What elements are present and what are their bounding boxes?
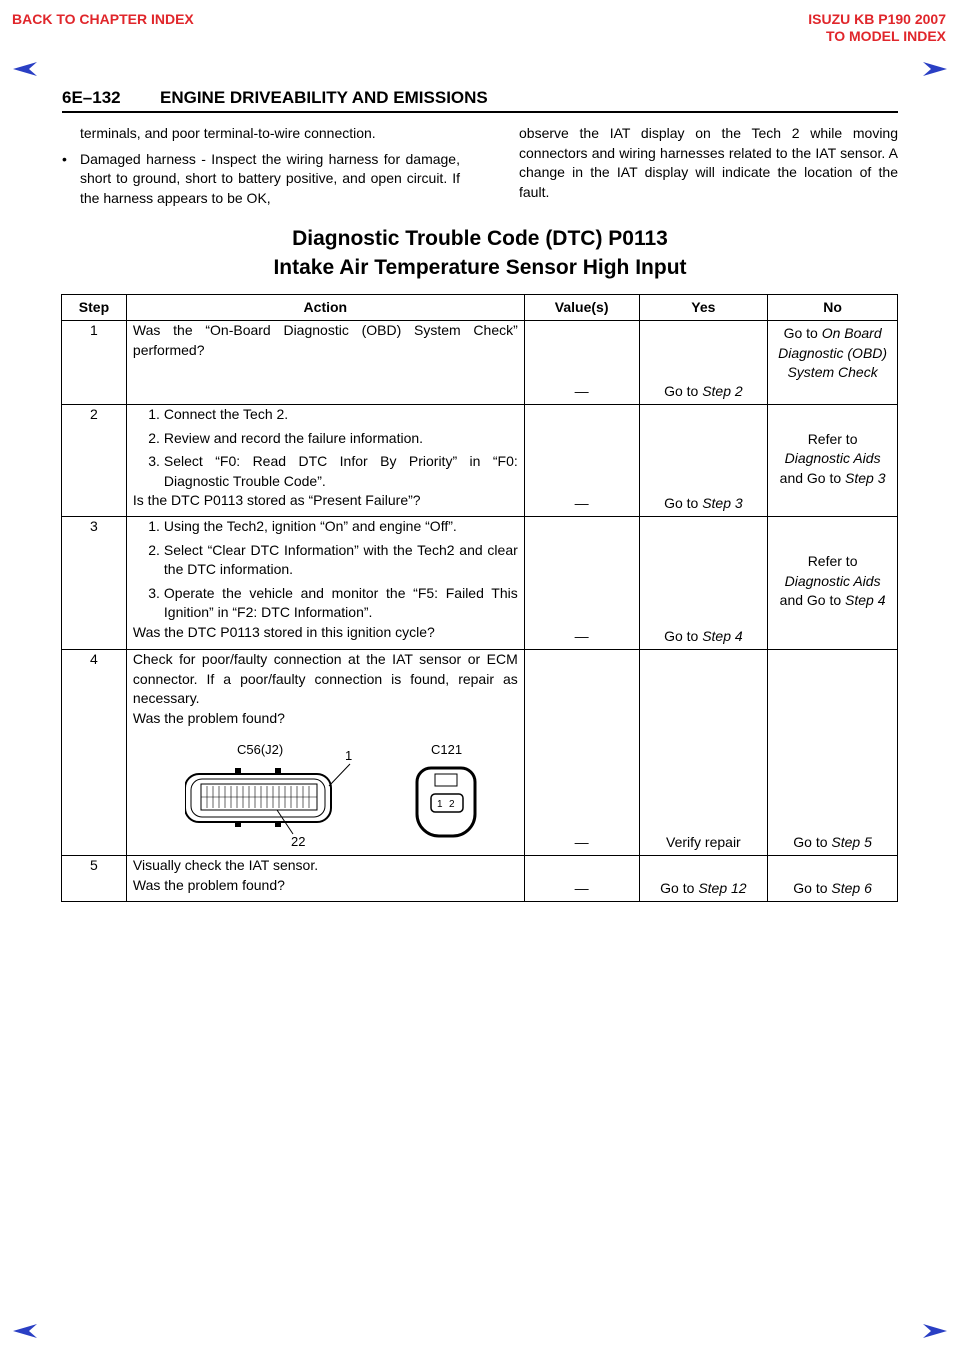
action-cell: Was the “On-Board Diagnostic (OBD) System Check” performed? xyxy=(126,321,524,405)
list-item xyxy=(133,517,518,537)
no-step-link[interactable]: Step 6 xyxy=(831,879,872,896)
list-number: 3. xyxy=(148,453,160,469)
sensor-pin-a-label: 1 xyxy=(436,799,443,810)
list-number: 1. xyxy=(148,406,160,422)
diagnostic-table xyxy=(61,294,898,902)
connector-diagram-icon xyxy=(185,740,485,852)
yes-prefix: Go to xyxy=(664,494,703,511)
next-page-arrow-icon[interactable] xyxy=(922,60,948,78)
step-number: 5 xyxy=(62,856,127,902)
table-row xyxy=(62,405,898,517)
action-steps-list xyxy=(133,405,518,491)
list-text: Review and record the failure information. xyxy=(163,429,424,446)
action-text: Check for poor/faulty connection at the IAT sensor or ECM connector. If a poor/faulty connection is found, repair as necessary. xyxy=(132,651,518,706)
no-cell xyxy=(768,650,898,856)
next-page-arrow-bottom-icon[interactable] xyxy=(922,1322,948,1340)
value-cell: — xyxy=(524,321,639,405)
table-row xyxy=(62,321,898,405)
list-text: Using the Tech2, ignition “On” and engine “Off”. xyxy=(163,518,457,534)
no-cell xyxy=(768,405,898,517)
header-step: Step xyxy=(62,295,127,321)
no-prefix: Go to xyxy=(793,833,832,850)
yes-step-link[interactable]: Step 3 xyxy=(702,494,743,511)
value-cell: — xyxy=(524,405,639,517)
section-title: ENGINE DRIVEABILITY AND EMISSIONS xyxy=(160,88,488,107)
dtc-title-line2: Intake Air Temperature Sensor High Input xyxy=(273,256,687,279)
value-cell: — xyxy=(524,650,639,856)
yes-cell xyxy=(639,321,768,405)
no-mid-text: and Go to xyxy=(779,592,846,609)
no-cell xyxy=(768,517,898,650)
yes-cell xyxy=(639,856,768,902)
no-cell xyxy=(768,321,898,405)
model-index-link[interactable] xyxy=(808,11,946,45)
no-cell xyxy=(768,856,898,902)
yes-prefix: Go to xyxy=(664,627,703,644)
action-cell xyxy=(126,405,524,517)
table-row xyxy=(62,856,898,902)
header-values: Value(s) xyxy=(524,295,639,321)
list-item xyxy=(133,429,518,449)
pin-last-label: 22 xyxy=(290,834,306,849)
bullet-icon: • xyxy=(62,150,67,167)
action-steps-list xyxy=(133,517,518,623)
action-question: Was the DTC P0113 stored in this ignition cycle? xyxy=(132,623,435,640)
action-question: Was the problem found? xyxy=(132,876,285,893)
dtc-title xyxy=(62,224,898,282)
no-mid-text: and Go to xyxy=(779,469,846,486)
yes-prefix: Go to xyxy=(664,382,703,399)
dtc-title-line1: Diagnostic Trouble Code (DTC) P0113 xyxy=(292,227,668,250)
value-cell: — xyxy=(524,517,639,650)
yes-cell xyxy=(639,517,768,650)
yes-cell: Verify repair xyxy=(639,650,768,856)
no-step-link[interactable]: Step 4 xyxy=(845,592,886,609)
action-cell xyxy=(126,517,524,650)
step-number: 3 xyxy=(62,517,127,650)
list-item xyxy=(133,541,518,580)
page-header xyxy=(62,88,898,113)
table-row xyxy=(62,650,898,856)
sensor-pin-b-label: 2 xyxy=(448,799,455,810)
no-prefix: Refer to xyxy=(807,553,858,570)
list-number: 1. xyxy=(148,518,160,534)
action-question: Is the DTC P0113 stored as “Present Failure”? xyxy=(132,492,421,508)
header-no: No xyxy=(768,295,898,321)
yes-step-link[interactable]: Step 12 xyxy=(698,879,747,896)
list-text: Select “Clear DTC Information” with the Tech2 and clear the DTC information. xyxy=(163,541,518,577)
pin-first-label: 1 xyxy=(344,748,353,763)
yes-prefix: Go to xyxy=(660,879,699,896)
value-cell: — xyxy=(524,856,639,902)
page-number: 6E–132 xyxy=(62,88,121,107)
intro-continuation-text: terminals, and poor terminal-to-wire connection. xyxy=(80,125,376,141)
step-number: 4 xyxy=(62,650,127,856)
bullet-text: Damaged harness - Inspect the wiring harness for damage, short to ground, short to battery positive, and open circuit. If the harness appears to be OK, xyxy=(80,150,460,206)
action-question: Was the problem found? xyxy=(132,709,285,726)
intro-left-column xyxy=(62,124,460,208)
bullet-item xyxy=(62,150,460,209)
list-item xyxy=(133,405,518,425)
action-text: Visually check the IAT sensor. xyxy=(132,857,319,873)
list-text: Operate the vehicle and monitor the “F5: Failed This Ignition” in “F2: DTC Information”. xyxy=(163,584,518,620)
no-reference-link[interactable]: On Board Diagnostic (OBD) System Check xyxy=(778,325,888,380)
list-text: Connect the Tech 2. xyxy=(163,406,289,422)
intro-right-column xyxy=(519,124,898,202)
list-number: 2. xyxy=(148,429,160,446)
previous-page-arrow-bottom-icon[interactable] xyxy=(12,1322,38,1340)
no-prefix: Go to xyxy=(793,879,832,896)
list-item xyxy=(133,584,518,623)
no-step-link[interactable]: Step 5 xyxy=(831,833,872,850)
previous-page-arrow-icon[interactable] xyxy=(12,60,38,78)
list-text: Select “F0: Read DTC Infor By Priority” in “F0: Diagnostic Trouble Code”. xyxy=(163,453,518,489)
yes-step-link[interactable]: Step 2 xyxy=(702,382,743,399)
no-prefix: Go to xyxy=(783,325,822,341)
no-step-link[interactable]: Step 3 xyxy=(845,469,886,486)
action-cell xyxy=(126,650,524,856)
table-header-row xyxy=(62,295,898,321)
step-number: 2 xyxy=(62,405,127,517)
action-cell xyxy=(126,856,524,902)
no-prefix: Refer to xyxy=(807,430,858,447)
to-model-index-text: TO MODEL INDEX xyxy=(825,28,946,44)
ecm-connector-label: C56(J2) xyxy=(236,742,284,757)
intro-right-text: observe the IAT display on the Tech 2 while moving connectors and wiring harnesses related to the IAT sensor. A change in the IAT display will indicate the location of the fault. xyxy=(519,125,898,200)
step-number: 1 xyxy=(62,321,127,405)
diagnostic-aids-link[interactable]: Diagnostic Aids xyxy=(784,450,881,467)
header-yes: Yes xyxy=(639,295,768,321)
back-to-chapter-index-link[interactable]: BACK TO CHAPTER INDEX xyxy=(12,11,194,27)
table-row xyxy=(62,517,898,650)
diagnostic-aids-link[interactable]: Diagnostic Aids xyxy=(784,572,881,589)
model-name-text: ISUZU KB P190 2007 xyxy=(808,11,946,27)
sensor-connector-label: C121 xyxy=(430,742,462,757)
list-number: 3. xyxy=(148,584,160,601)
yes-step-link[interactable]: Step 4 xyxy=(702,627,743,644)
yes-cell xyxy=(639,405,768,517)
header-action: Action xyxy=(126,295,524,321)
list-number: 2. xyxy=(148,541,160,558)
list-item xyxy=(133,452,518,491)
